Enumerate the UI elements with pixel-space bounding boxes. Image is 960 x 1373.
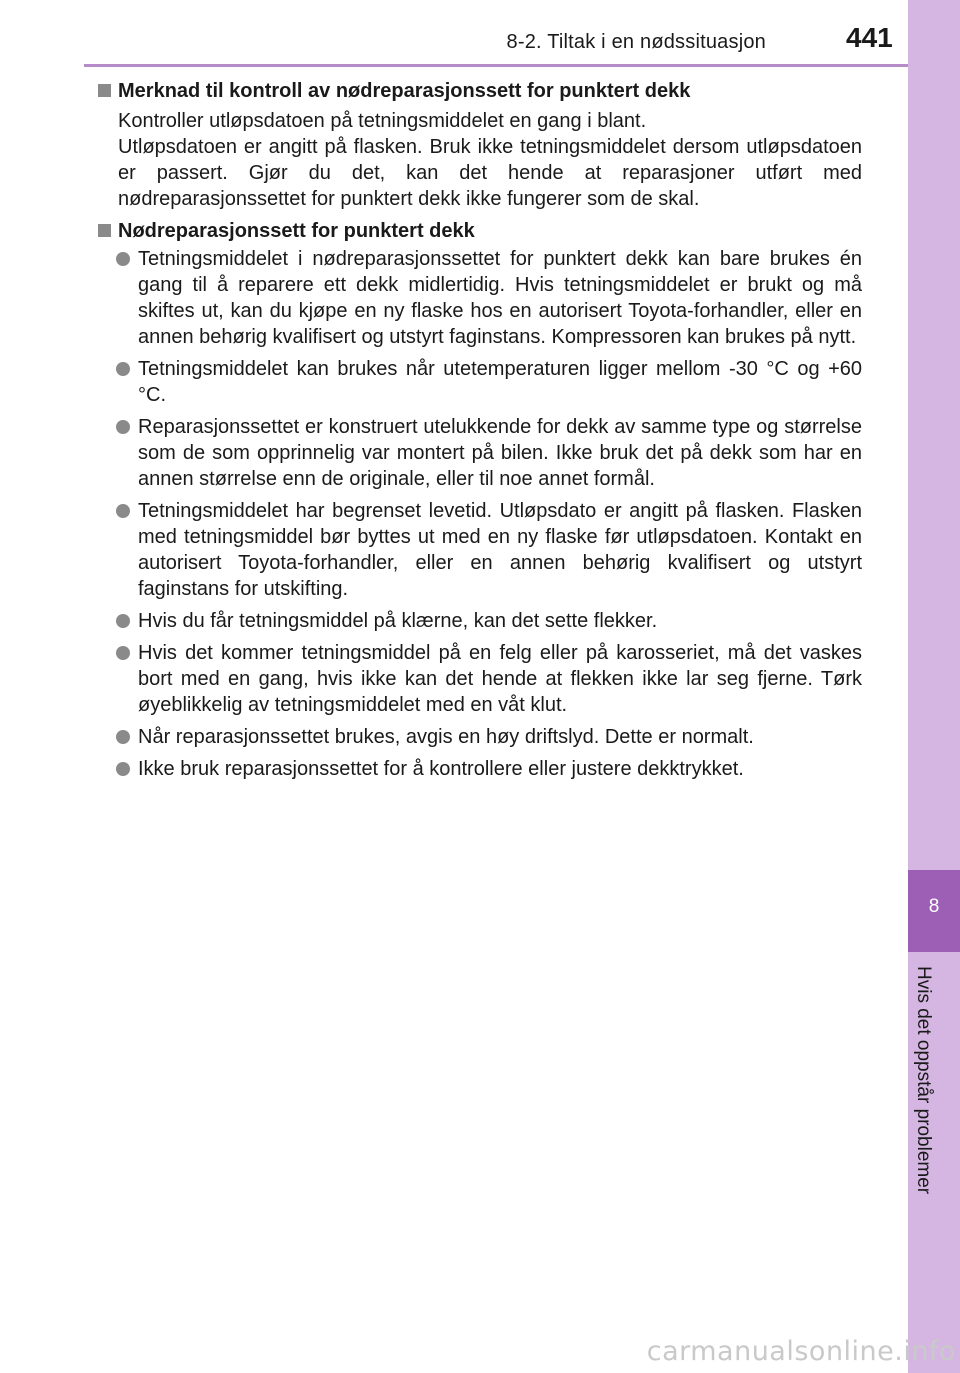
- list-item: [116, 356, 862, 408]
- paragraph: Kontroller utløpsdatoen på tetningsmiddelet en gang i blant.: [118, 110, 647, 132]
- circle-bullet-icon: [116, 730, 130, 744]
- section-heading-text: Merknad til kontroll av nødreparasjonssett for punktert dekk: [118, 80, 691, 102]
- circle-bullet-icon: [116, 252, 130, 266]
- section-repair-kit: [98, 218, 862, 782]
- circle-bullet-icon: [116, 362, 130, 376]
- list-item: [116, 608, 862, 634]
- circle-bullet-icon: [116, 504, 130, 518]
- list-item-text: Tetningsmiddelet i nødreparasjonssettet for punktert dekk kan bare brukes én gang til å reparere ett dekk midlertidig. Hvis tetningsmiddelet er brukt og må skiftes ut, kan du kjøpe en ny flaske hos en autorisert Toyota-forhandler, eller en annen behørig kvalifisert og utstyrt faginstans. Kompressoren kan brukes på nytt.: [138, 248, 862, 348]
- section-expiry-note: [98, 78, 862, 212]
- side-tab-chapter-number: 8: [928, 896, 940, 917]
- list-item: [116, 724, 862, 750]
- header-rule: [84, 64, 908, 67]
- side-tab-chapter-name: Hvis det oppstår problemer: [913, 966, 934, 1195]
- section-heading: [98, 78, 862, 104]
- list-item-text: Når reparasjonssettet brukes, avgis en høy driftslyd. Dette er normalt.: [138, 726, 754, 748]
- page-content: [98, 78, 862, 788]
- list-item: [116, 414, 862, 492]
- chapter-title: 8-2. Tiltak i en nødssituasjon: [506, 31, 766, 53]
- list-item: [116, 756, 862, 782]
- circle-bullet-icon: [116, 420, 130, 434]
- section-heading: [98, 218, 862, 244]
- list-item-text: Reparasjonssettet er konstruert utelukkende for dekk av samme type og størrelse som de som opprinnelig var montert på bilen. Ikke bruk det på dekk som har en annen størrelse enn de originale, eller til noe annet formål.: [138, 416, 862, 490]
- circle-bullet-icon: [116, 646, 130, 660]
- side-tab-top: [908, 0, 960, 870]
- square-bullet-icon: [98, 84, 111, 97]
- list-item-text: Hvis det kommer tetningsmiddel på en felg eller på karosseriet, må det vaskes bort med en gang, hvis ikke kan det hende at flekken ikke lar seg fjerne. Tørk øyeblikkelig av tetningsmiddelet med en våt klut.: [138, 642, 862, 716]
- list-item-text: Hvis du får tetningsmiddel på klærne, kan det sette flekker.: [138, 610, 658, 632]
- list-item-text: Tetningsmiddelet kan brukes når utetemperaturen ligger mellom -30 °C og +60 °C.: [138, 358, 862, 406]
- watermark: carmanualsonline.info: [646, 1336, 956, 1367]
- section-heading-text: Nødreparasjonssett for punktert dekk: [118, 220, 475, 242]
- list-item: [116, 498, 862, 602]
- list-item-text: Ikke bruk reparasjonssettet for å kontrollere eller justere dekktrykket.: [138, 758, 744, 780]
- list-item: [116, 640, 862, 718]
- list-item-text: Tetningsmiddelet har begrenset levetid. Utløpsdato er angitt på flasken. Flasken med tetningsmiddel bør byttes ut med en ny flaske før utløpsdatoen. Kontakt en autorisert Toyota-forhandler, eller en annen behørig kvalifisert og utstyrt faginstans for utskifting.: [138, 500, 862, 600]
- list-item: [116, 246, 862, 350]
- paragraph: Utløpsdatoen er angitt på flasken. Bruk ikke tetningsmiddelet dersom utløpsdatoen er passert. Gjør du det, kan det hende at reparasjoner utført med nødreparasjonssettet for punktert dekk ikke fungerer som de skal.: [118, 136, 862, 210]
- circle-bullet-icon: [116, 762, 130, 776]
- circle-bullet-icon: [116, 614, 130, 628]
- square-bullet-icon: [98, 224, 111, 237]
- page-number: 441: [846, 22, 893, 53]
